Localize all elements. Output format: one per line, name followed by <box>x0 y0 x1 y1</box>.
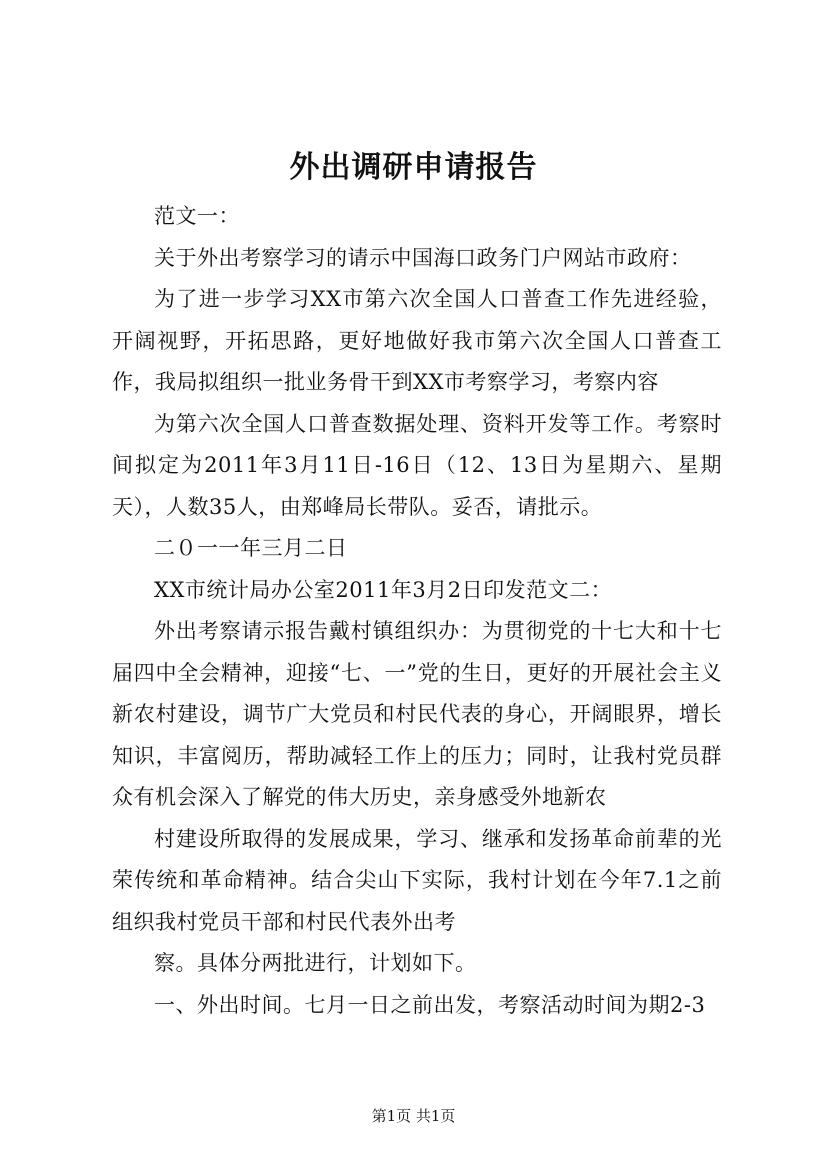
paragraph-1: 范文一： <box>154 204 240 228</box>
document-title: 外出调研申请报告 <box>289 150 538 185</box>
paragraph-8: 村建设所取得的发展成果，学习、继承和发扬革命前辈的光荣传统和革命精神。结合尖山下实际，我村计划在今年7.1之前组织我村党员干部和村民代表外出考 <box>112 826 722 934</box>
paragraph-2: 关于外出考察学习的请示中国海口政务门户网站市政府： <box>154 245 692 270</box>
paragraph-7: 外出考察请示报告戴村镇组织办：为贯彻党的十七大和十七届四中全会精神，迎接“七、一”党的生日，更好的开展社会主义新农村建设，调节广大党员和村民代表的身心，开阔眼界，增长知识，丰富阅历，帮助减轻工作上的压力；同时，让我村党员群众有机会深入了解党的伟大历史，亲身感受外地新农 <box>112 619 722 809</box>
paragraph-5: 二０一一年三月二日 <box>154 536 348 560</box>
document-body <box>112 196 722 1026</box>
paragraph-4: 为第六次全国人口普查数据处理、资料开发等工作。考察时间拟定为2011年3月11日-16日（12、13日为星期六、星期天），人数35人，由郑峰局长带队。妥否，请批示。 <box>112 411 722 519</box>
paragraph-6: XX市统计局办公室2011年3月2日印发范文二： <box>154 577 613 602</box>
paragraph-3: 为了进一步学习XX市第六次全国人口普查工作先进经验，开阔视野，开拓思路，更好地做好我市第六次全国人口普查工作，我局拟组织一批业务骨干到XX市考察学习，考察内容 <box>112 287 722 394</box>
paragraph-10: 一、外出时间。七月一日之前出发，考察活动时间为期2-3 <box>154 992 706 1017</box>
paragraph-9: 察。具体分两批进行，计划如下。 <box>154 951 477 975</box>
page-footer: 第1页 共1页 <box>371 1107 456 1125</box>
